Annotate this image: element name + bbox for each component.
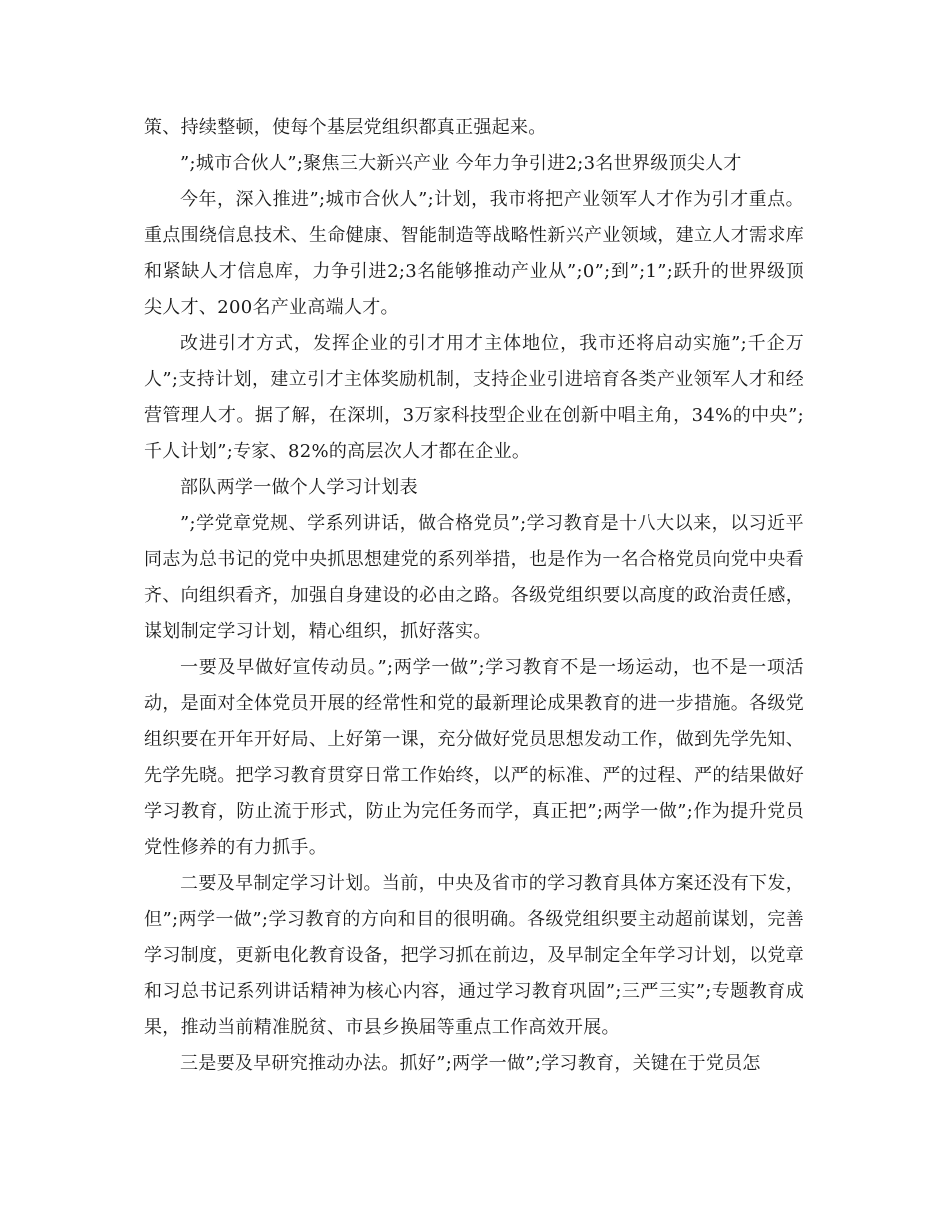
- paragraph-1: 策、持续整顿，使每个基层党组织都真正强起来。: [144, 117, 547, 138]
- paragraph-2: ”;城市合伙人”;聚焦三大新兴产业 今年力争引进2;3名世界级顶尖人才: [180, 153, 742, 174]
- paragraph-8: 二要及早制定学习计划。当前，中央及省市的学习教育具体方案还没有下发，但”;两学一做”;学习教育的方向和目的很明确。各级党组织要主动超前谋划，完善学习制度，更新电化教育设备，把学习抓在前边，及早制定全年学习计划，以党章和习总书记系列讲话精神为核心内容，通过学习教育巩固”;三严三实”;专题教育成果，推动当前精准脱贫、市县乡换届等重点工作高效开展。: [144, 873, 804, 1038]
- section-heading: 部队两学一做个人学习计划表: [180, 477, 418, 498]
- paragraph-9: 三是要及早研究推动办法。抓好”;两学一做”;学习教育，关键在于党员怎: [180, 1053, 761, 1074]
- document-body: [144, 110, 804, 1082]
- paragraph-3: 今年，深入推进”;城市合伙人”;计划，我市将把产业领军人才作为引才重点。重点围绕信息技术、生命健康、智能制造等战略性新兴产业领域，建立人才需求库和紧缺人才信息库，力争引进2;3名能够推动产业从”;0”;到”;1”;跃升的世界级顶尖人才、200名产业高端人才。: [144, 189, 804, 318]
- paragraph-4: 改进引才方式，发挥企业的引才用才主体地位，我市还将启动实施”;千企万人”;支持计划，建立引才主体奖励机制，支持企业引进培育各类产业领军人才和经营管理人才。据了解，在深圳，3万家科技型企业在创新中唱主角，34%的中央”;千人计划”;专家、82%的高层次人才都在企业。: [144, 333, 804, 462]
- paragraph-6: ”;学党章党规、学系列讲话，做合格党员”;学习教育是十八大以来，以习近平同志为总书记的党中央抓思想建党的系列举措，也是作为一名合格党员向党中央看齐、向组织看齐，加强自身建设的必由之路。各级党组织要以高度的政治责任感，谋划制定学习计划，精心组织，抓好落实。: [144, 513, 804, 642]
- paragraph-7: 一要及早做好宣传动员。”;两学一做”;学习教育不是一场运动，也不是一项活动，是面对全体党员开展的经常性和党的最新理论成果教育的进一步措施。各级党组织要在开年开好局、上好第一课，充分做好党员思想发动工作，做到先学先知、先学先晓。把学习教育贯穿日常工作始终，以严的标准、严的过程、严的结果做好学习教育，防止流于形式，防止为完任务而学，真正把”;两学一做”;作为提升党员党性修养的有力抓手。: [144, 657, 804, 858]
